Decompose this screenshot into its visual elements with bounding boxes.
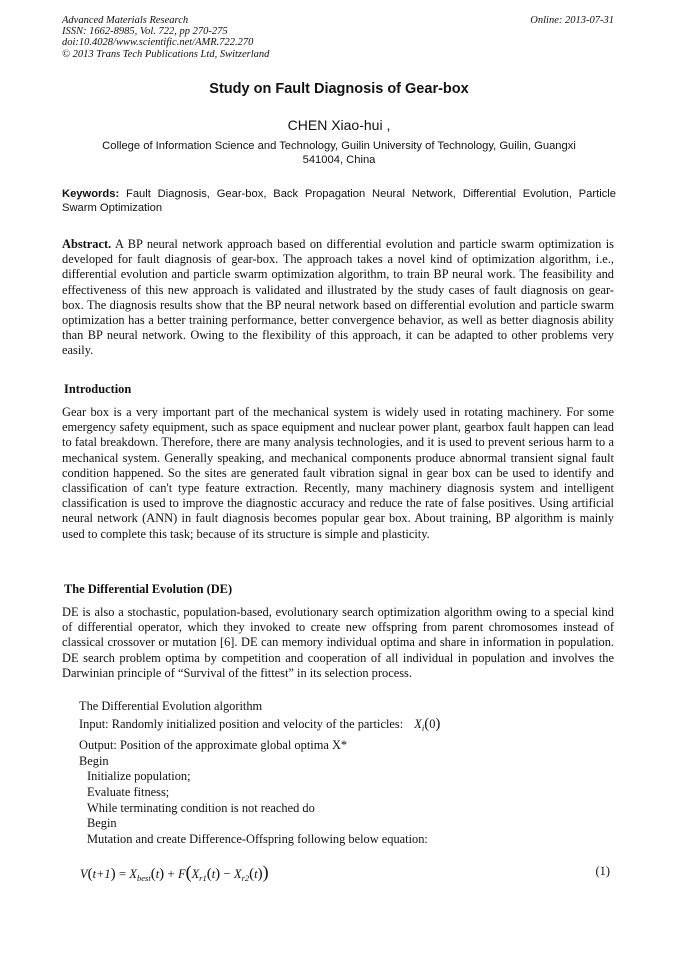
algorithm-init: Initialize population;: [87, 769, 191, 784]
algorithm-begin-inner: Begin: [87, 816, 117, 831]
paper-author: CHEN Xiao-hui ,: [287, 117, 391, 133]
abstract: [62, 237, 614, 359]
algorithm-title: The Differential Evolution algorithm: [79, 699, 263, 713]
journal-copyright: © 2013 Trans Tech Publications Ltd, Switzerland: [62, 48, 270, 60]
paper-title: Study on Fault Diagnosis of Gear-box: [209, 81, 469, 97]
affiliation-line-2: 541004, China: [302, 154, 376, 166]
de-heading: The Differential Evolution (DE): [64, 582, 233, 596]
algorithm-input-text: Input: Randomly initialized position and velocity of the particles:: [79, 716, 404, 731]
journal-header: [62, 15, 269, 60]
de-text: DE is also a stochastic, population-based, evolutionary search optimization algorithm owing to a special kind of differential operator, which they invoked to create new offspring from parent chromosomes instead of classical crossover or mutation [6]. DE can memory individual optima and share in information in population. DE search problem optima by competition and cooperation of all individual in population and involves the Darwinian principle of “Survival of the fittest” in its selection process.: [62, 605, 614, 680]
algorithm-output: Output: Position of the approximate global optima X*: [79, 738, 348, 753]
input-math: $X_i(0)$: [414, 715, 441, 733]
abstract-text: A BP neural network approach based on differential evolution and particle swarm optimization is developed for fault diagnosis of gear-box. The approach takes a novel kind of optimization algorithm, i.e., differential evolution and particle swarm optimization algorithm, to train BP neural work. The feasibility and effectiveness of this new approach is validated and illustrated by the study cases of fault diagnosis on gear-box. The diagnosis results show that the BP neural network based on differential evolution and particle swarm optimization has a better training performance, better convergence behavior, as well as better diagnosis ability than BP neural network. Owing to the flexibility of this approach, it can be adapted to other problems very easily.: [62, 237, 614, 358]
online-date: Online: 2013-07-31: [530, 15, 614, 26]
de-algorithm: [62, 699, 614, 847]
paper-affiliation: [62, 139, 616, 167]
journal-doi: doi:10.4028/www.scientific.net/AMR.722.270: [62, 37, 254, 49]
keywords-label: Keywords:: [62, 188, 120, 200]
introduction-text: Gear box is a very important part of the mechanical system is widely used in rotating machinery. For some emergency safety equipment, such as space equipment and nuclear power plant, gearbox fault happen can lead to fatal breakdown. Therefore, there are many analysis technologies, and it is used to prevent serious harm to a mechanical system. Generally speaking, and mechanical components produce abnormal transient signal fault condition happened. So the sites are generated fault vibration signal in gear box can be used to identify and classification of can't type feature extraction. Recently, many machinery diagnosis system and intelligent classification is used to improve the diagnostic accuracy and reduce the rate of false positives. Using artificial neural network (ANN) in fault diagnosis becomes popular gear box. About training, BP algorithm is mainly used to complete this task; because of its structure is simple and plasticity.: [62, 405, 614, 541]
journal-issn: ISSN: 1662-8985, Vol. 722, pp 270-275: [62, 26, 228, 38]
affiliation-line-1: College of Information Science and Technology, Guilin University of Technology, Guilin, Guangxi: [102, 140, 576, 152]
algorithm-evaluate: Evaluate fitness;: [87, 784, 170, 799]
algorithm-mutation: Mutation and create Difference-Offspring following below equation:: [87, 831, 428, 846]
algorithm-input: [62, 717, 614, 737]
algorithm-begin: Begin: [79, 753, 109, 768]
keywords-text: Fault Diagnosis, Gear-box, Back Propagation Neural Network, Differential Evolution, Particle Swarm Optimization: [62, 188, 616, 215]
equation-number: (1): [595, 864, 610, 878]
journal-name: Advanced Materials Research: [62, 15, 189, 26]
algorithm-while: While terminating condition is not reached do: [87, 800, 315, 815]
keywords: [62, 187, 616, 215]
equation-1: $V(t+1) = X_{best}(t) + F(X_{r1}(t) - X_{r2}(t))$: [80, 862, 269, 883]
abstract-label: Abstract.: [62, 237, 112, 251]
introduction-heading: Introduction: [64, 382, 132, 396]
